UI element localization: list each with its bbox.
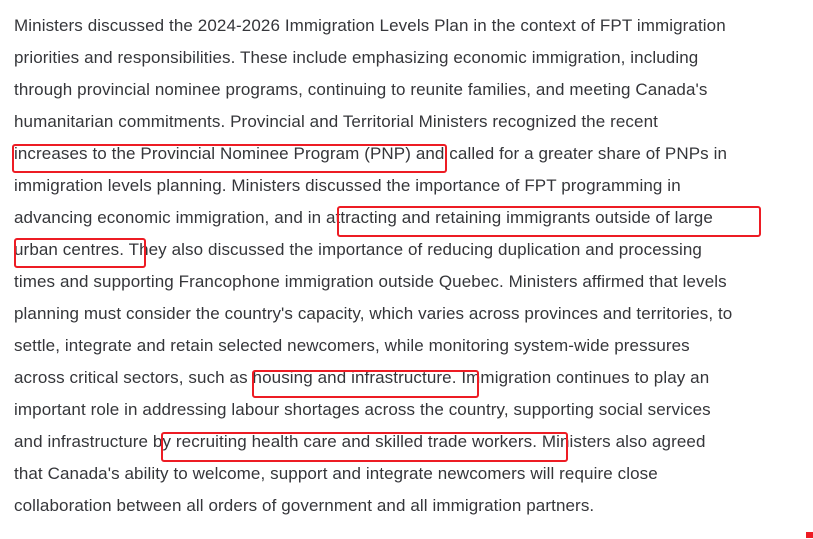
paragraph-line: planning must consider the country's capacity, which varies across provinces and territories, to: [14, 304, 733, 323]
paragraph-line: urban centres. They also discussed the importance of reducing duplication and processing: [14, 240, 702, 259]
paragraph-line: humanitarian commitments. Provincial and Territorial Ministers recognized the recent: [14, 112, 658, 131]
paragraph-line: through provincial nominee programs, continuing to reunite families, and meeting Canada's: [14, 80, 708, 99]
paragraph-line: advancing economic immigration, and in attracting and retaining immigrants outside of large: [14, 208, 713, 227]
paragraph-line: Ministers discussed the 2024-2026 Immigration Levels Plan in the context of FPT immigration: [14, 16, 726, 35]
paragraph-line: increases to the Provincial Nominee Program (PNP) and called for a greater share of PNPs in: [14, 144, 728, 163]
paragraph-line: collaboration between all orders of government and all immigration partners.: [14, 496, 595, 515]
immigration-paragraph: [14, 10, 800, 522]
annotation-mark-corner: [806, 532, 813, 538]
paragraph-line: priorities and responsibilities. These include emphasizing economic immigration, including: [14, 48, 699, 67]
paragraph-line: immigration levels planning. Ministers discussed the importance of FPT programming in: [14, 176, 681, 195]
paragraph-line: and infrastructure by recruiting health care and skilled trade workers. Ministers also agreed: [14, 432, 706, 451]
paragraph-line: times and supporting Francophone immigration outside Quebec. Ministers affirmed that levels: [14, 272, 727, 291]
paragraph-line: important role in addressing labour shortages across the country, supporting social services: [14, 400, 711, 419]
paragraph-line: that Canada's ability to welcome, support and integrate newcomers will require close: [14, 464, 658, 483]
paragraph-line: settle, integrate and retain selected newcomers, while monitoring system-wide pressures: [14, 336, 690, 355]
paragraph-line: across critical sectors, such as housing and infrastructure. Immigration continues to play an: [14, 368, 710, 387]
